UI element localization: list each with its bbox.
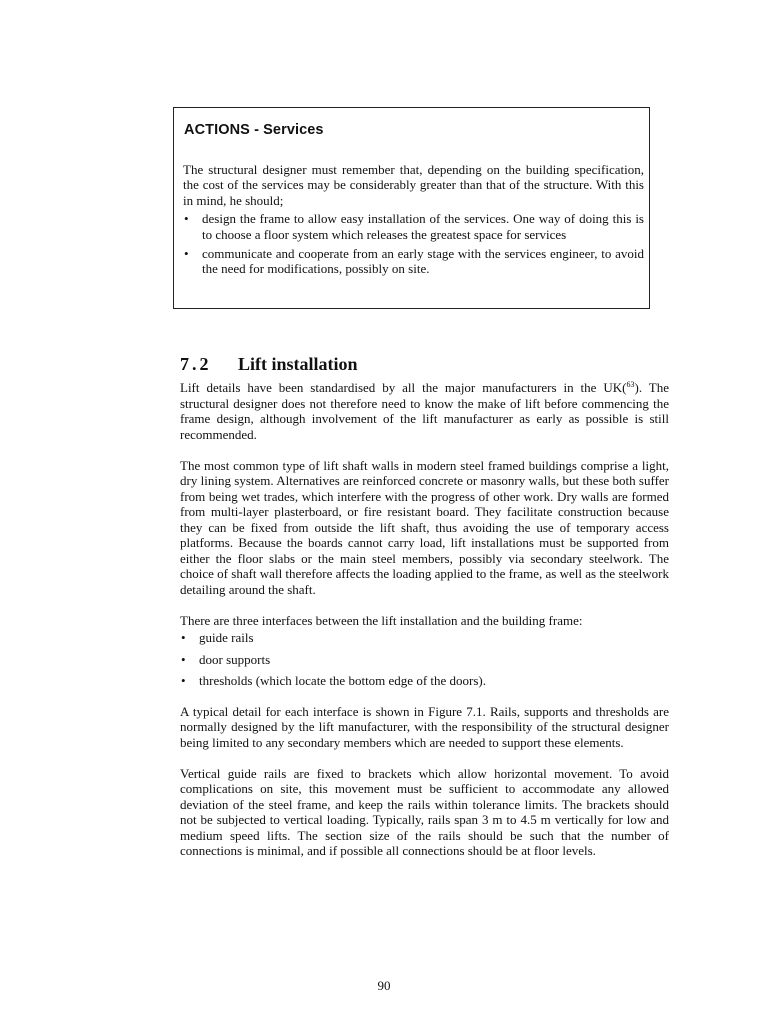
section-body xyxy=(180,380,669,874)
page-number: 90 xyxy=(377,978,391,993)
paragraph-text: Lift details have been standardised by all the major manufacturers in the UK( xyxy=(180,380,627,395)
bullet-text: guide rails xyxy=(199,630,254,645)
bullet-icon: • xyxy=(181,630,186,645)
actions-box-title: ACTIONS - Services xyxy=(184,122,324,138)
bullet-text: communicate and cooperate from an early stage with the services engineer, to avoid the need for modifications, possibly on site. xyxy=(202,246,644,277)
section-heading xyxy=(180,354,358,375)
bullet-icon: • xyxy=(181,651,186,667)
actions-intro: The structural designer must remember that, depending on the building specification, the cost of the services may be considerably greater than that of the structure. With this in mind, he should; xyxy=(183,162,644,208)
actions-bullet-list xyxy=(183,211,644,277)
section-title: Lift installation xyxy=(238,354,358,374)
bullet-icon: • xyxy=(184,211,189,227)
bullet-text: thresholds (which locate the bottom edge of the doors). xyxy=(199,673,487,688)
paragraph: Vertical guide rails are fixed to brackets which allow horizontal movement. To avoid complications on site, this movement must be sufficient to accommodate any allowed deviation of the steel frame, and keep the rails within tolerance limits. The brackets should not be subjected to vertical loading. Typically, rails span 3 m to 4.5 m vertically for low and medium speed lifts. The section size of the rails should be such that the number of connections is minimal, and if possible all connections should be at floor levels. xyxy=(180,765,669,858)
bullet-text: design the frame to allow easy installation of the services. One way of doing this is to choose a floor system which releases the greatest space for services xyxy=(202,211,644,242)
list-item xyxy=(183,211,644,242)
reference-number: 63 xyxy=(626,380,635,389)
bullet-icon: • xyxy=(181,673,186,688)
bullet-text: door supports xyxy=(199,651,271,667)
section-number: 7.2 xyxy=(180,354,212,374)
list-item xyxy=(180,652,669,668)
paragraph xyxy=(180,380,669,442)
list-item xyxy=(180,673,669,689)
paragraph: A typical detail for each interface is shown in Figure 7.1. Rails, supports and thresholds are normally designed by the lift manufacturer, with the responsibility of the structural designer being limited to any secondary members which are needed to support these elements. xyxy=(180,703,669,750)
list-item xyxy=(183,246,644,277)
list-item xyxy=(180,630,669,646)
bullet-icon: • xyxy=(184,246,189,262)
actions-box-body xyxy=(183,162,644,277)
interfaces-list xyxy=(180,630,669,689)
paragraph: The most common type of lift shaft walls in modern steel framed buildings comprise a light, dry lining system. Alternatives are reinforced concrete or masonry walls, but these both suffer from being wet trades, which interfere with the progress of other work. Dry walls are formed from multi-layer plasterboard, or fire resistant board. They facilitate construction because they can be fixed from outside the lift shaft, thus avoiding the use of temporary access platforms. Because the boards cannot carry load, lift installations must be supported from either the floor slabs or the main steel members, possibly via secondary steelwork. The choice of shaft wall therefore affects the loading applied to the frame, as well as the steelwork detailing around the shaft. xyxy=(180,457,669,597)
actions-services-box xyxy=(173,107,650,309)
paragraph: There are three interfaces between the lift installation and the building frame: xyxy=(180,612,583,628)
paragraph-text: ). The structural designer does not therefore need to know the make of lift before commencing the frame design, although involvement of the lift manufacturer as early as possible is still recommended. xyxy=(180,380,670,442)
